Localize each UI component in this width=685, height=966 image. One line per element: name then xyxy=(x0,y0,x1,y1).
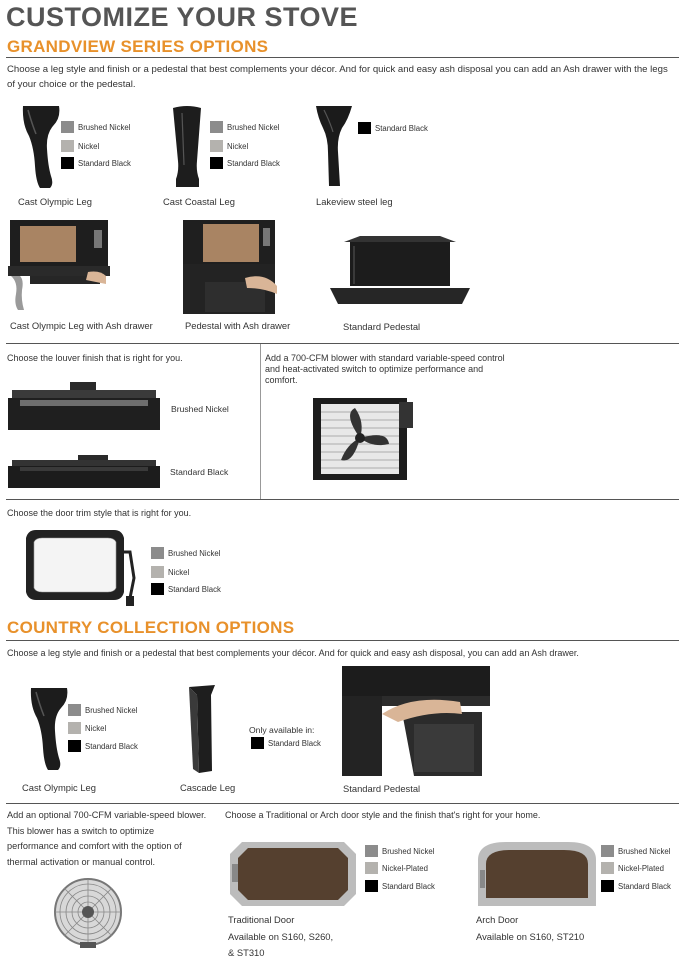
door-trim-intro: Choose the door trim style that is right for you. xyxy=(7,508,192,518)
divider xyxy=(6,343,679,344)
brushed-nickel-swatch xyxy=(151,547,164,559)
louver-brushed-nickel-image xyxy=(8,382,160,430)
standard-pedestal-image xyxy=(330,236,470,308)
caption-pedestal-ash-drawer: Pedestal with Ash drawer xyxy=(185,320,291,331)
grandview-intro: Choose a leg style and finish or a pedestal that best complements your décor. And for quick and easy ash disposal you can add an Ash drawer with the legs of your choice or the pedestal. xyxy=(7,64,668,90)
page-title: CUSTOMIZE YOUR STOVE xyxy=(6,2,359,32)
stove-olympic-leg-ash-drawer-image xyxy=(8,220,110,312)
finish-standard-black: Standard Black xyxy=(210,157,280,169)
finish-nickel: Nickel xyxy=(210,140,248,152)
standard-black-swatch xyxy=(251,737,264,749)
caption-olympic-leg-ash-drawer: Cast Olympic Leg with Ash drawer xyxy=(10,320,153,331)
standard-black-swatch xyxy=(365,880,378,892)
arch-door-availability: Available on S160, ST210 xyxy=(476,931,585,942)
arch-door-name: Arch Door xyxy=(476,914,519,925)
finish-standard-black: Standard Black xyxy=(358,122,428,134)
brushed-nickel-swatch xyxy=(210,121,223,133)
lakeview-steel-leg-image xyxy=(314,104,354,188)
divider xyxy=(6,640,679,641)
finish-nickel-plated: Nickel-Plated xyxy=(601,862,664,874)
divider xyxy=(6,499,679,500)
caption-cast-coastal-leg: Cast Coastal Leg xyxy=(163,196,235,207)
blower-fan-image xyxy=(313,392,413,484)
finish-standard-black: Standard Black xyxy=(601,880,671,892)
finish-brushed-nickel: Brushed Nickel xyxy=(151,547,220,559)
door-trim-image xyxy=(22,528,142,608)
caption-lakeview-steel-leg: Lakeview steel leg xyxy=(316,196,393,207)
finish-brushed-nickel: Brushed Nickel xyxy=(61,121,130,133)
grandview-blower-text: Add a 700-CFM blower with standard variable-speed control and heat-activated switch to optimize performance and comfort. xyxy=(265,353,505,385)
standard-black-swatch xyxy=(68,740,81,752)
caption-country-standard-pedestal: Standard Pedestal xyxy=(343,783,421,794)
country-intro: Choose a leg style and finish or a pedestal that best complements your décor. And for quick and easy ash disposal, you can add an Ash drawer. xyxy=(7,648,579,658)
louver-standard-black-image xyxy=(8,455,160,488)
caption-cascade-leg: Cascade Leg xyxy=(180,782,236,793)
finish-standard-black: Standard Black xyxy=(61,157,131,169)
grandview-heading: GRANDVIEW SERIES OPTIONS xyxy=(7,37,269,56)
divider xyxy=(6,803,679,804)
finish-nickel: Nickel xyxy=(61,140,99,152)
country-olympic-leg-image xyxy=(28,686,70,772)
country-heading: COUNTRY COLLECTION OPTIONS xyxy=(7,618,295,637)
nickel-swatch xyxy=(68,722,81,734)
brushed-nickel-swatch xyxy=(68,704,81,716)
caption-standard-pedestal: Standard Pedestal xyxy=(343,321,421,332)
finish-standard-black: Standard Black xyxy=(365,880,435,892)
nickel-plated-swatch xyxy=(601,862,614,874)
traditional-door-availability: Available on S160, S260, xyxy=(228,931,334,942)
standard-black-swatch xyxy=(61,157,74,169)
nickel-plated-swatch xyxy=(365,862,378,874)
brushed-nickel-swatch xyxy=(61,121,74,133)
nickel-swatch xyxy=(61,140,74,152)
finish-brushed-nickel: Brushed Nickel xyxy=(601,845,670,857)
finish-nickel: Nickel xyxy=(68,722,106,734)
louver-label-standard-black: Standard Black xyxy=(170,467,229,477)
country-standard-pedestal-image xyxy=(342,666,490,778)
cascade-leg-image xyxy=(185,685,219,775)
cast-coastal-leg-image xyxy=(170,105,204,189)
divider xyxy=(6,57,679,58)
nickel-swatch xyxy=(210,140,223,152)
stove-pedestal-ash-drawer-image xyxy=(183,220,278,314)
standard-black-swatch xyxy=(210,157,223,169)
doors-intro: Choose a Traditional or Arch door style and the finish that's right for your home. xyxy=(225,810,541,820)
brushed-nickel-swatch xyxy=(365,845,378,857)
country-blower-text: Add an optional 700-CFM variable-speed blower. This blower has a switch to optimize performance and comfort with the option of thermal activation or manual control. xyxy=(7,810,207,867)
traditional-door-name: Traditional Door xyxy=(228,914,295,925)
louver-label-brushed-nickel: Brushed Nickel xyxy=(171,404,229,414)
column-divider xyxy=(260,344,261,499)
finish-standard-black: Standard Black xyxy=(251,737,321,749)
finish-brushed-nickel: Brushed Nickel xyxy=(68,704,137,716)
standard-black-swatch xyxy=(358,122,371,134)
cascade-note: Only available in: xyxy=(249,725,315,735)
cast-olympic-leg-image xyxy=(20,104,62,190)
louver-intro: Choose the louver finish that is right for you. xyxy=(7,353,183,363)
standard-black-swatch xyxy=(151,583,164,595)
finish-brushed-nickel: Brushed Nickel xyxy=(210,121,279,133)
country-blower-fan-image xyxy=(52,876,124,948)
standard-black-swatch xyxy=(601,880,614,892)
finish-nickel: Nickel xyxy=(151,566,189,578)
traditional-door-availability-cont: & ST310 xyxy=(228,947,265,958)
arch-door-image xyxy=(476,840,598,908)
caption-cast-olympic-leg: Cast Olympic Leg xyxy=(18,196,92,207)
traditional-door-image xyxy=(228,840,358,908)
nickel-swatch xyxy=(151,566,164,578)
finish-brushed-nickel: Brushed Nickel xyxy=(365,845,434,857)
caption-country-olympic-leg: Cast Olympic Leg xyxy=(22,782,96,793)
brushed-nickel-swatch xyxy=(601,845,614,857)
finish-nickel-plated: Nickel-Plated xyxy=(365,862,428,874)
finish-standard-black: Standard Black xyxy=(68,740,138,752)
finish-standard-black: Standard Black xyxy=(151,583,221,595)
